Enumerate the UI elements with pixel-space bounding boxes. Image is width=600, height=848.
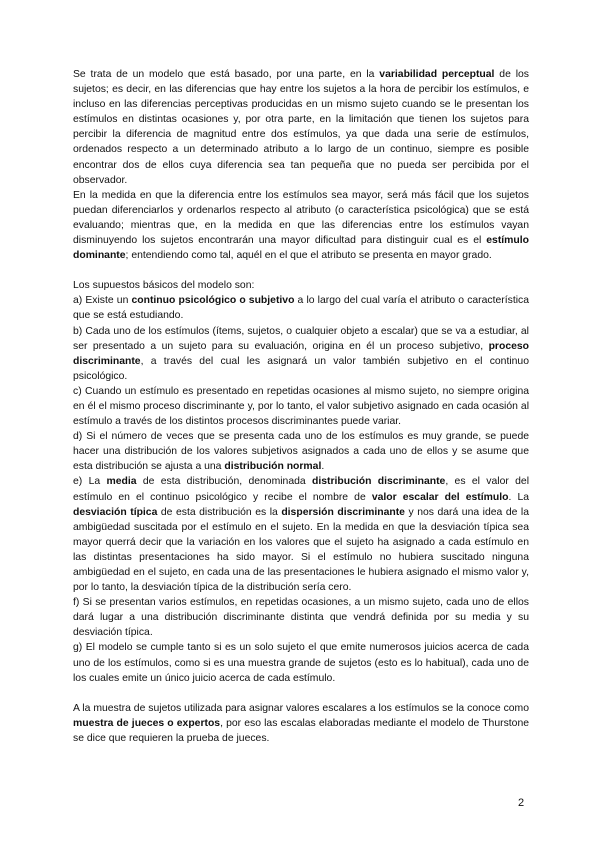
text-run: b) Cada uno de los estímulos (ítems, sujetos, o cualquier objeto a escalar) que se va a estudiar, al ser presentado a un sujeto para su evaluación, origina en él un proceso subjetivo, [73,325,529,352]
text-run: g) El modelo se cumple tanto si es un solo sujeto el que emite numerosos juicios acerca de cada uno de los estímulos, como si es una muestra grande de sujetos (esto es lo habitual), cada uno de los cuales emite un único juicio acerca de cada estímulo. [73,642,529,684]
text-run: . [321,461,325,473]
text-run: Se trata de un modelo que está basado, por una parte, en la [73,69,380,80]
text-run: , a través del cual les asignará un valor también subjetivo en el continuo psicológico. [73,355,529,382]
paragraph [73,278,529,293]
bold-term: variabilidad perceptual [379,69,495,80]
bold-term: muestra de jueces o expertos [73,717,221,729]
text-run: a) Existe un [73,295,132,307]
text-run: c) Cuando un estímulo es presentado en repetidas ocasiones al mismo sujeto, no siempre origina en él el mismo proceso discriminante y, por lo tanto, el valor subjetivo asignado en cada ocasión al estímulo a través de los distintos procesos discriminantes puede variar. [73,385,529,428]
paragraph [73,595,529,640]
text-run: Los supuestos básicos del modelo son: [73,280,255,292]
text-run: . La [508,491,529,503]
bold-term: distribución discriminante [311,476,446,488]
paragraph [73,701,529,746]
text-run: ; entendiendo como tal, aquél en el que el atributo se presenta en mayor grado. [125,250,492,262]
text-run: d) Si el número de veces que se presenta cada uno de los estímulos es muy grande, se puede hacer una distribución de los valores subjetivos asignados a cada uno de ellos y se asume que esta distribución se ajusta a una [73,431,529,473]
bold-term: continuo psicológico o subjetivo [131,295,295,307]
paragraph [73,188,529,263]
paragraph-spacer [73,263,529,278]
text-run: A la muestra de sujetos utilizada para asignar valores escalares a los estímulos se la conoce como [73,702,529,714]
text-run: de esta distribución es la [157,506,282,518]
text-run: , es el valor del estímulo en el continuo psicológico y recibe el nombre de [73,476,529,503]
text-run: En la medida en que la diferencia entre los estímulos sea mayor, será más fácil que los sujetos puedan diferenciarlos y ordenarlos respecto al atributo (o característica psicológica) que se está evaluando; mientras que, en la medida en que las diferencias entre los estímulos vayan disminuyendo los sujetos encontrarán una mayor dificultad para distinguir cual es el [73,189,529,247]
text-run: de los sujetos; es decir, en las diferencias que hay entre los sujetos a la hora de percibir los estímulos, e incluso en las diferencias perceptivas producidas en un mismo sujeto cuando se le presentan los estímulos en distintas ocasiones y, por otra parte, en la limitación que tienen los sujetos para percibir la diferencia de magnitud entre dos estímulos, ya que dada una serie de estímulos, ordenados respecto a un determinado atributo a lo largo de un continuo, siempre es posible encontrar dos de ellos cuya diferencia sea tan pequeña que no pueda ser percibida por el observador. [73,69,529,186]
bold-term: dispersión discriminante [281,506,405,518]
paragraph [73,429,529,474]
text-run: , por eso las escalas elaboradas mediante el modelo de Thurstone se dice que requieren la prueba de jueces. [73,717,529,744]
text-run: f) Si se presentan varios estímulos, en repetidas ocasiones, a un mismo sujeto, cada uno de ellos dará lugar a una distribución discriminante distinta que vendrá definida por su media y su desviación típica. [73,597,529,639]
bold-term: estímulo dominante [73,235,529,262]
paragraph [73,474,529,595]
bold-term: proceso discriminante [73,340,529,367]
bold-term: distribución normal [224,461,322,473]
paragraph [73,324,529,384]
text-run: y nos dará una idea de la ambigüedad suscitada por el estímulo en el sujeto. En la medida en que la desviación típica sea mayor querrá decir que la variación en los valores que el sujeto ha asignado a cada estímulo en las distintas presentaciones ha sido mayor. Si el estímulo no hubiera suscitado ninguna ambigüedad en el sujeto, en cada una de las presentaciones le hubiera asignado el mismo valor y, por lo tanto, la desviación típica de la distribución sería cero. [73,506,529,594]
body-text [73,67,529,746]
bold-term: valor escalar del estímulo [371,491,509,503]
text-run: de esta distribución, denominada [136,476,312,488]
paragraph [73,640,529,685]
bold-term: media [106,476,137,488]
bold-term: desviación típica [73,506,158,518]
text-run: a lo largo del cual varía el atributo o característica que se está estudiando. [73,295,529,322]
paragraph-spacer [73,686,529,701]
page-number: 2 [518,797,525,809]
paragraph [73,384,529,429]
paragraph [73,293,529,323]
text-run: e) La [73,476,107,488]
paragraph [73,67,529,188]
